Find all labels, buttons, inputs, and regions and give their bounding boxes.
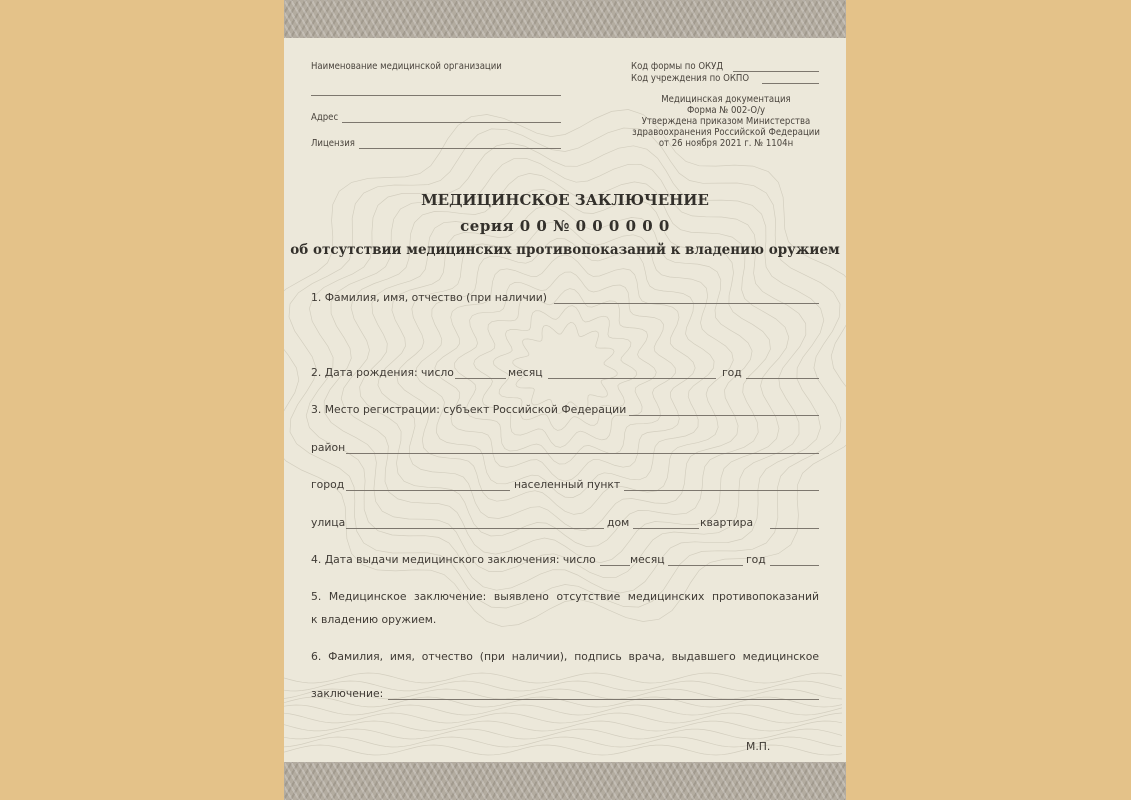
okud-label: Код формы по ОКУД [631,61,724,72]
approval-line-4: здравоохранения Российской Федерации [632,127,820,138]
fio-label: 1. Фамилия, имя, отчество (при наличии) [311,291,547,304]
house-line[interactable] [633,528,699,529]
doctor-text-line-2: заключение: [311,687,384,700]
settlement-line[interactable] [624,490,819,491]
street-label: улица [311,516,346,529]
license-line[interactable] [359,148,561,149]
issue-year-line[interactable] [770,565,819,566]
org-name-label: Наименование медицинской организации [311,61,502,72]
birth-month-line[interactable] [548,378,716,379]
okud-line[interactable] [733,71,819,72]
decorative-bottom-band [284,762,846,800]
approval-line-1: Медицинская документация [661,94,791,105]
issue-day-line[interactable] [600,565,630,566]
apartment-label: квартира [700,516,754,529]
org-name-line[interactable] [311,95,561,96]
approval-line-2: Форма № 002-О/у [686,105,766,116]
approval-line-5: от 26 ноября 2021 г. № 1104н [658,138,794,149]
settlement-label: населенный пункт [514,478,621,491]
okpo-line[interactable] [762,83,819,84]
fio-line[interactable] [554,303,819,304]
issue-year-label: год [746,553,766,566]
birth-day-line[interactable] [455,378,506,379]
approval-line-3: Утверждена приказом Министерства [641,116,811,127]
issue-month-label: месяц [630,553,665,566]
district-label: район [311,441,346,454]
doctor-signature-line[interactable] [388,699,819,700]
address-line[interactable] [342,122,561,123]
document-title: МЕДИЦИНСКОЕ ЗАКЛЮЧЕНИЕ [421,191,709,209]
document-subtitle: об отсутствии медицинских противопоказаний к владению оружием [290,242,840,258]
decorative-top-band [284,0,846,38]
birth-year-line[interactable] [746,378,819,379]
doctor-text-line-1: 6. Фамилия, имя, отчество (при наличии), подпись врача, выдавшего медицинское [311,650,819,663]
issue-month-line[interactable] [668,565,743,566]
birth-day-label: 2. Дата рождения: число [311,366,454,379]
birth-year-label: год [722,366,742,379]
address-label: Адрес [311,112,339,123]
stamp-place-label: М.П. [746,740,771,753]
medical-certificate-form [284,0,846,800]
city-label: город [311,478,345,491]
apartment-line[interactable] [770,528,819,529]
issue-day-label: 4. Дата выдачи медицинского заключения: число [311,553,596,566]
conclusion-text-line-1: 5. Медицинское заключение: выявлено отсутствие медицинских противопоказаний [311,590,819,603]
city-line[interactable] [346,490,510,491]
conclusion-text-line-2: к владению оружием. [311,613,437,626]
district-line[interactable] [346,453,819,454]
street-line[interactable] [346,528,604,529]
series-number: серия 0 0 № 0 0 0 0 0 0 [460,217,670,235]
license-label: Лицензия [311,138,355,149]
okpo-label: Код учреждения по ОКПО [631,73,750,84]
house-label: дом [607,516,630,529]
birth-month-label: месяц [508,366,543,379]
registration-label: 3. Место регистрации: субъект Российской Федерации [311,403,627,416]
registration-line[interactable] [629,415,819,416]
